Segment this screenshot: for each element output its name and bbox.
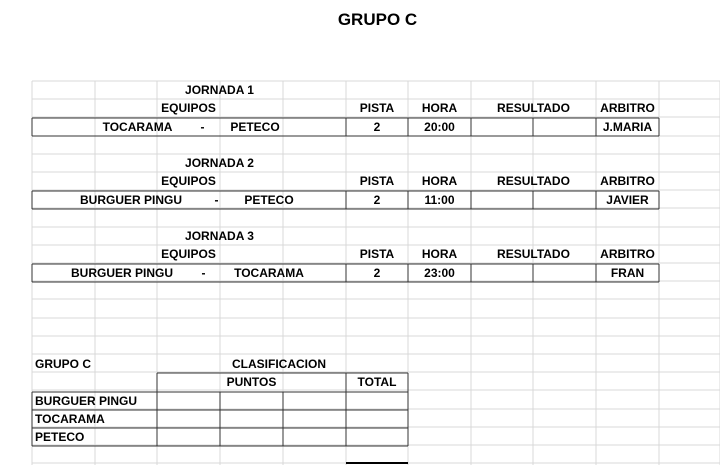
round-3-separator: -	[201, 266, 206, 280]
round-3-home-team: BURGUER PINGU	[70, 266, 173, 280]
round-1-pista: 2	[373, 120, 381, 134]
round-1-resultado-header: RESULTADO	[497, 101, 570, 115]
round-2-pista-header: PISTA	[359, 174, 395, 188]
round-2-hora-header: HORA	[421, 174, 458, 188]
round-3-hora-header: HORA	[421, 247, 458, 261]
round-3-pista-header: PISTA	[359, 247, 395, 261]
round-1-hora: 20:00	[424, 120, 455, 134]
round-2-away-team: PETECO	[244, 193, 294, 207]
round-2-hora: 11:00	[424, 193, 455, 207]
round-1-home-team: TOCARAMA	[102, 120, 173, 134]
round-2-resultado-header: RESULTADO	[497, 174, 570, 188]
round-1-hora-header: HORA	[421, 101, 458, 115]
round-2-arbitro-header: ARBITRO	[600, 174, 655, 188]
standings-total-cell[interactable]	[346, 428, 408, 446]
round-1-label: JORNADA 1	[185, 83, 254, 97]
round-3-arbitro: FRAN	[610, 266, 645, 280]
standings-points-cell[interactable]	[220, 392, 283, 410]
standings-points-cell[interactable]	[283, 428, 346, 446]
page-title: GRUPO C	[337, 10, 418, 29]
standings-team-name: BURGUER PINGU	[35, 394, 138, 408]
round-2-arbitro: JAVIER	[606, 193, 649, 207]
round-2-separator: -	[214, 193, 219, 207]
round-3-equipos-header: EQUIPOS	[161, 247, 216, 261]
round-2-home-team: BURGUER PINGU	[80, 193, 183, 207]
standings-team-name: TOCARAMA	[35, 412, 105, 426]
round-3-hora: 23:00	[424, 266, 455, 280]
round-1-arbitro: J.MARIA	[602, 120, 653, 134]
standings-points-cell[interactable]	[220, 428, 283, 446]
round-2-pista: 2	[373, 193, 381, 207]
round-3-away-team: TOCARAMA	[234, 266, 304, 280]
round-1-equipos-header: EQUIPOS	[161, 101, 216, 115]
round-1-separator: -	[200, 120, 205, 134]
standings-points-cell[interactable]	[283, 410, 346, 428]
round-2-label: JORNADA 2	[185, 156, 254, 170]
round-3-arbitro-header: ARBITRO	[600, 247, 655, 261]
round-1-resultado-home[interactable]	[471, 118, 533, 136]
standings-puntos-header: PUNTOS	[226, 375, 277, 389]
standings-points-cell[interactable]	[283, 392, 346, 410]
round-3-label: JORNADA 3	[185, 229, 254, 243]
round-3-pista: 2	[373, 266, 381, 280]
standings-total-cell[interactable]	[346, 392, 408, 410]
round-2-resultado-away[interactable]	[533, 191, 596, 209]
round-2-equipos-header: EQUIPOS	[161, 174, 216, 188]
round-3-resultado-home[interactable]	[471, 264, 533, 282]
standings-total-cell[interactable]	[346, 410, 408, 428]
standings-points-cell[interactable]	[157, 392, 220, 410]
standings-team-name: PETECO	[35, 430, 85, 444]
round-2-resultado-home[interactable]	[471, 191, 533, 209]
round-1-away-team: PETECO	[230, 120, 280, 134]
standings-points-cell[interactable]	[157, 428, 220, 446]
standings-group-label: GRUPO C	[35, 357, 92, 371]
round-3-resultado-away[interactable]	[533, 264, 596, 282]
standings-total-header: TOTAL	[357, 375, 397, 389]
round-1-resultado-away[interactable]	[533, 118, 596, 136]
round-1-arbitro-header: ARBITRO	[600, 101, 655, 115]
round-3-resultado-header: RESULTADO	[497, 247, 570, 261]
round-1-pista-header: PISTA	[359, 101, 395, 115]
standings-points-cell[interactable]	[220, 410, 283, 428]
standings-title: CLASIFICACION	[232, 357, 326, 371]
standings-points-cell[interactable]	[157, 410, 220, 428]
